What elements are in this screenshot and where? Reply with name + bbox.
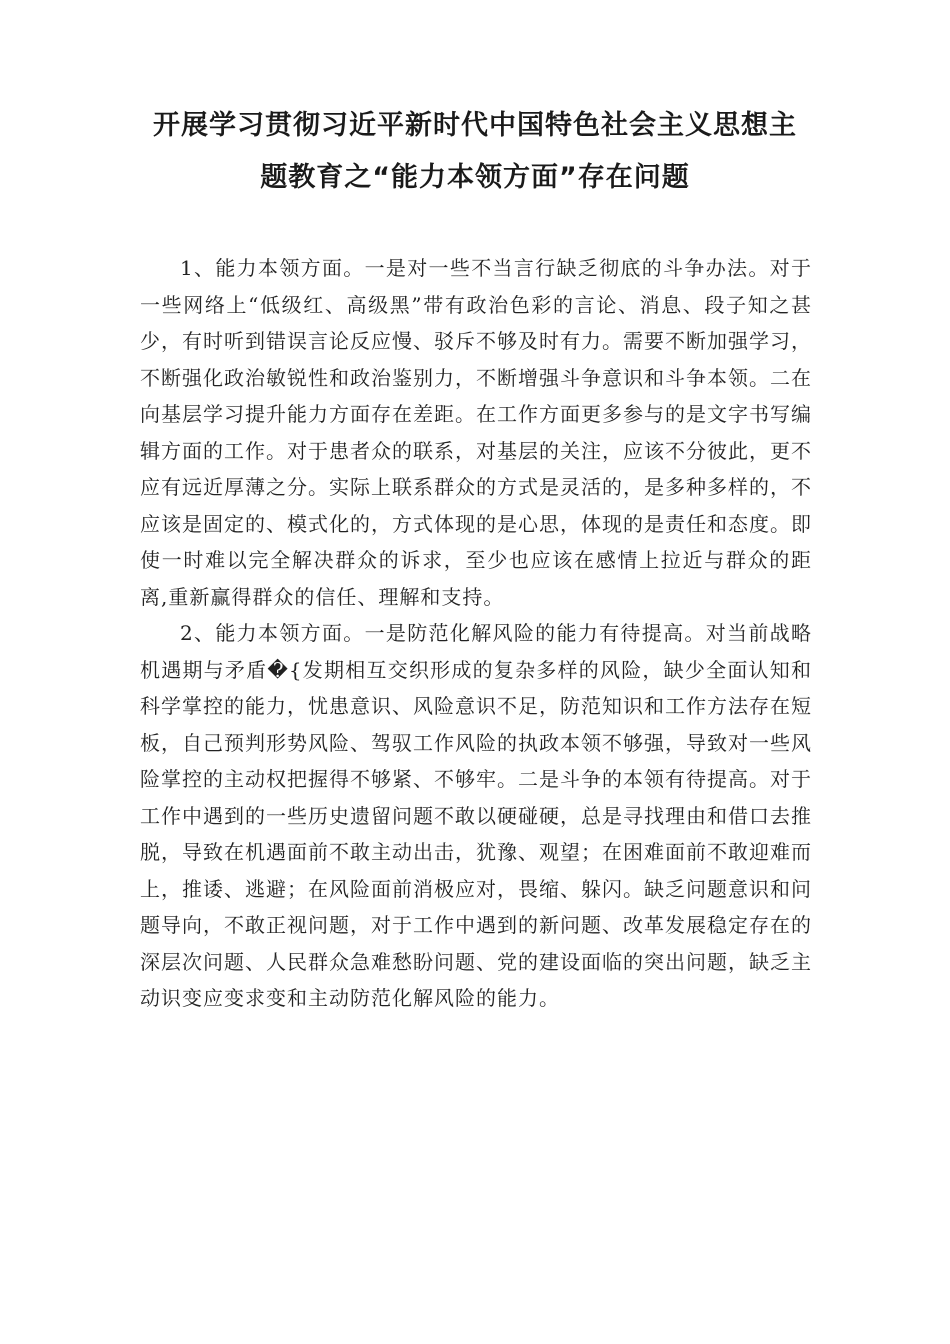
paragraph-2: 2、能力本领方面。一是防范化解风险的能力有待提高。对当前战略机遇期与矛盾�{发期相互交织形成的复杂多样的风险，缺少全面认知和科学掌控的能力，忧患意识、风险意识不足，防范知识和工作方法存在短板，自己预判形势风险、驾驭工作风险的执政本领不够强，导致对一些风险掌控的主动权把握得不够紧、不够牢。二是斗争的本领有待提高。对于工作中遇到的一些历史遗留问题不敢以硬碰硬，总是寻找理由和借口去推脱，导致在机遇面前不敢主动出击，犹豫、观望；在困难面前不敢迎难而上，推诿、逃避；在风险面前消极应对，畏缩、躲闪。缺乏问题意识和问题导向，不敢正视问题，对于工作中遇到的新问题、改革发展稳定存在的深层次问题、人民群众急难愁盼问题、党的建设面临的突出问题，缺乏主动识变应变求变和主动防范化解风险的能力。 bbox=[140, 621, 812, 1010]
document-title: 开展学习贯彻习近平新时代中国特色社会主义思想主题教育之“能力本领方面”存在问题 bbox=[153, 110, 797, 193]
paragraph-1: 1、能力本领方面。一是对一些不当言行缺乏彻底的斗争办法。对于一些网络上“低级红、高级黑”带有政治色彩的言论、消息、段子知之甚少，有时听到错误言论反应慢、驳斥不够及时有力。需要不断加强学习，不断强化政治敏锐性和政治鉴别力，不断增强斗争意识和斗争本领。二在向基层学习提升能力方面存在差距。在工作方面更多参与的是文字书写编辑方面的工作。对于患者众的联系，对基层的关注，应该不分彼此，更不应有远近厚薄之分。实际上联系群众的方式是灵活的，是多种多样的，不应该是固定的、模式化的，方式体现的是心思，体现的是责任和态度。即使一时难以完全解决群众的诉求，至少也应该在感情上拉近与群众的距离,重新赢得群众的信任、理解和支持。 bbox=[140, 256, 812, 609]
document-body bbox=[140, 250, 812, 1017]
